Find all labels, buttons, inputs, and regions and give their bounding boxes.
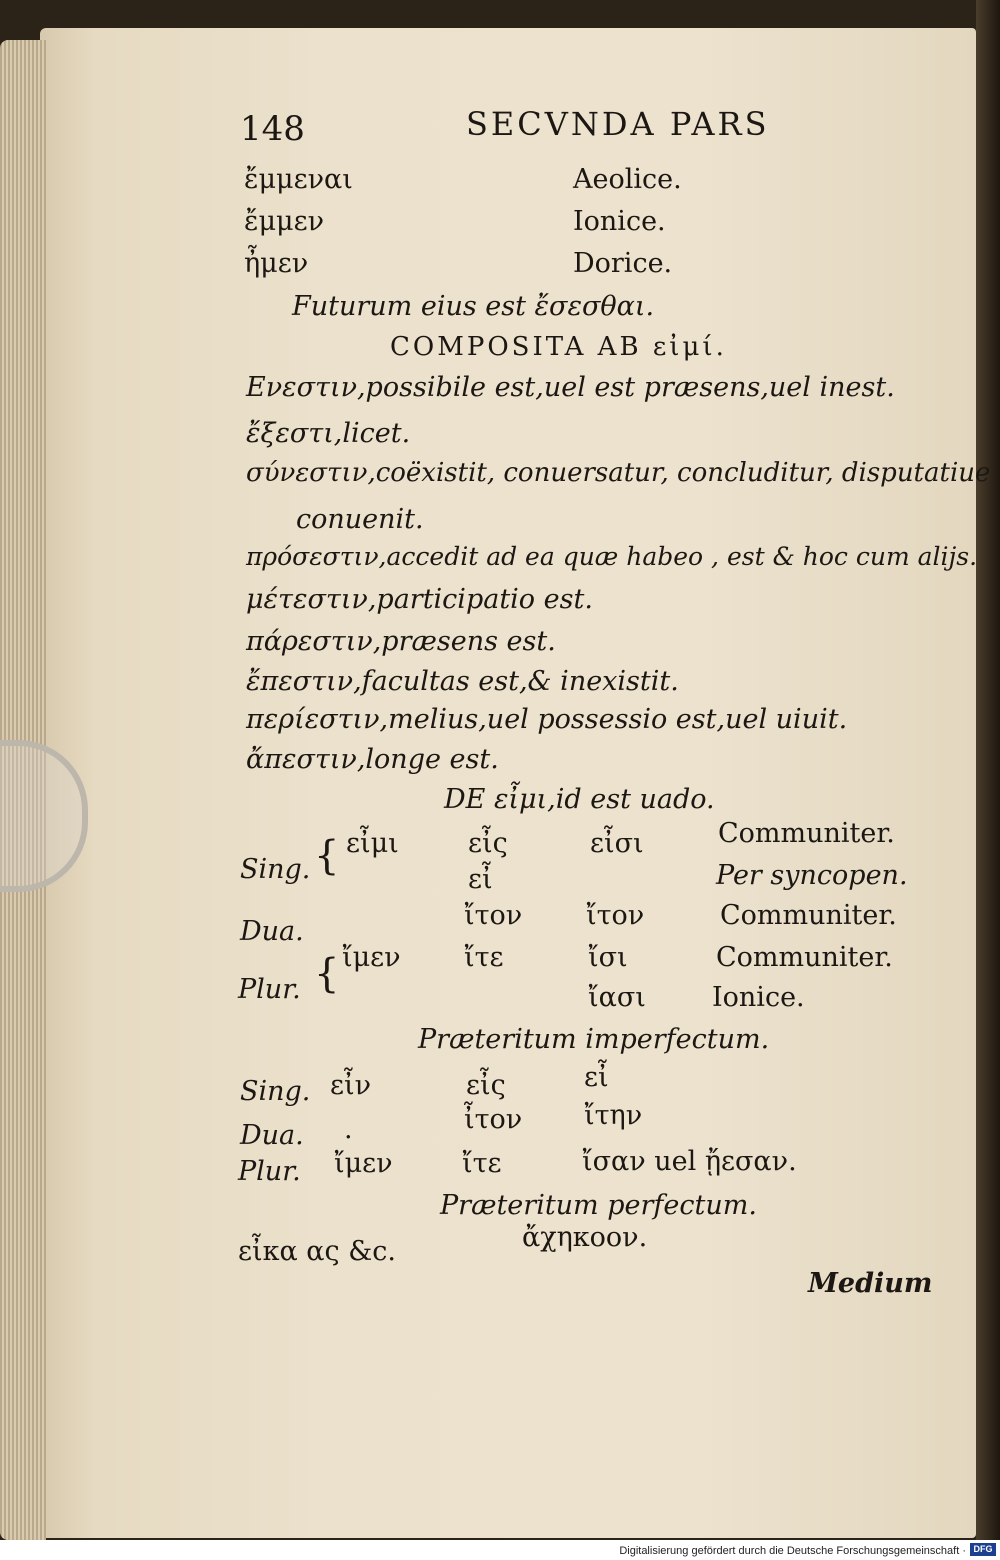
composita-entry: πρόσεστιν,accedit ad ea quæ habeo , est & hoc cum alijs.	[246, 542, 978, 571]
imperfect-form: ἶτον	[464, 1104, 523, 1135]
row-label-dua: Dua.	[240, 916, 304, 947]
row-label-sing: Sing.	[240, 1076, 311, 1107]
footer-credit: Digitalisierung gefördert durch die Deutsche Forschungsgemeinschaft ·	[619, 1545, 966, 1557]
present-form: εἶμι	[346, 828, 399, 859]
running-title: SECVNDA PARS	[466, 105, 770, 143]
section-heading-composita: COMPOSITA AB εἰμί.	[390, 332, 727, 362]
section-heading-imperfect: Præteritum imperfectum.	[418, 1024, 770, 1055]
imperfect-form: εἶ	[584, 1062, 609, 1093]
brace-icon: {	[314, 833, 340, 879]
composita-entry: ἄπεστιν,longe est.	[246, 744, 499, 775]
dialect-label: Dorice.	[573, 248, 673, 279]
present-note: Communiter.	[720, 900, 897, 931]
present-note: Ionice.	[712, 982, 805, 1013]
composita-entry-continuation: conuenit.	[296, 504, 424, 535]
future-line: Futurum eius est ἔσεσθαι.	[292, 291, 655, 322]
imperfect-form: ἴμεν	[334, 1148, 393, 1179]
page-number: 148	[240, 109, 305, 149]
section-heading-perfect: Præteritum perfectum.	[440, 1190, 757, 1221]
perfect-form: ἄχηκοον.	[522, 1222, 648, 1253]
greek-form: ἔμμεν	[244, 206, 324, 237]
imperfect-form: ἴσαν uel ᾔεσαν.	[582, 1146, 797, 1177]
row-label-plur: Plur.	[238, 974, 301, 1005]
row-label-dua: Dua.	[240, 1120, 304, 1151]
present-form: εἶς	[468, 828, 508, 859]
composita-entry: Ενεστιν,possibile est,uel est præsens,uel inest.	[246, 372, 895, 403]
brace-icon: {	[314, 951, 340, 997]
present-note: Communiter.	[716, 942, 893, 973]
section-heading-eimi: DE εἶμι,id est uado.	[444, 784, 715, 815]
composita-entry: ἔπεστιν,facultas est,& inexistit.	[246, 666, 679, 697]
dialect-label: Aeolice.	[573, 164, 682, 195]
imperfect-form: ἴτην	[584, 1100, 643, 1131]
present-form: ἴασι	[588, 982, 646, 1013]
composita-entry: πάρεστιν,præsens est.	[246, 626, 556, 657]
present-note: Per syncopen.	[716, 860, 908, 891]
present-form: ἴτον	[586, 900, 645, 931]
imperfect-form: εἶς	[466, 1070, 506, 1101]
composita-entry: σύνεστιν,coëxistit, conuersatur, concluditur, disputatiue	[246, 458, 991, 488]
perfect-form: εἶκα ας &c.	[238, 1236, 396, 1267]
paper-page	[40, 28, 976, 1538]
composita-entry: μέτεστιν,participatio est.	[246, 584, 593, 615]
present-form: εἶσι	[590, 828, 644, 859]
present-note: Communiter.	[718, 818, 895, 849]
dialect-label: Ionice.	[573, 206, 666, 237]
present-form: ἴμεν	[342, 942, 401, 973]
greek-form: ἦμεν	[244, 248, 309, 279]
imperfect-form: ἴτε	[462, 1148, 502, 1179]
present-form: ἴσι	[588, 942, 628, 973]
present-form: ἴτον	[464, 900, 523, 931]
imperfect-form: .	[344, 1114, 353, 1145]
row-label-sing: Sing.	[240, 854, 311, 885]
book-gutter	[976, 0, 1000, 1540]
present-form: εἶ	[468, 864, 493, 895]
greek-form: ἔμμεναι	[244, 164, 353, 195]
composita-entry: ἔξεστι,licet.	[246, 418, 411, 449]
dfg-logo: DFG	[970, 1543, 996, 1556]
composita-entry: περίεστιν,melius,uel possessio est,uel uiuit.	[246, 704, 848, 735]
imperfect-form: εἶν	[330, 1070, 371, 1101]
row-label-plur: Plur.	[238, 1156, 301, 1187]
catchword: Medium	[808, 1268, 933, 1299]
present-form: ἴτε	[464, 942, 504, 973]
